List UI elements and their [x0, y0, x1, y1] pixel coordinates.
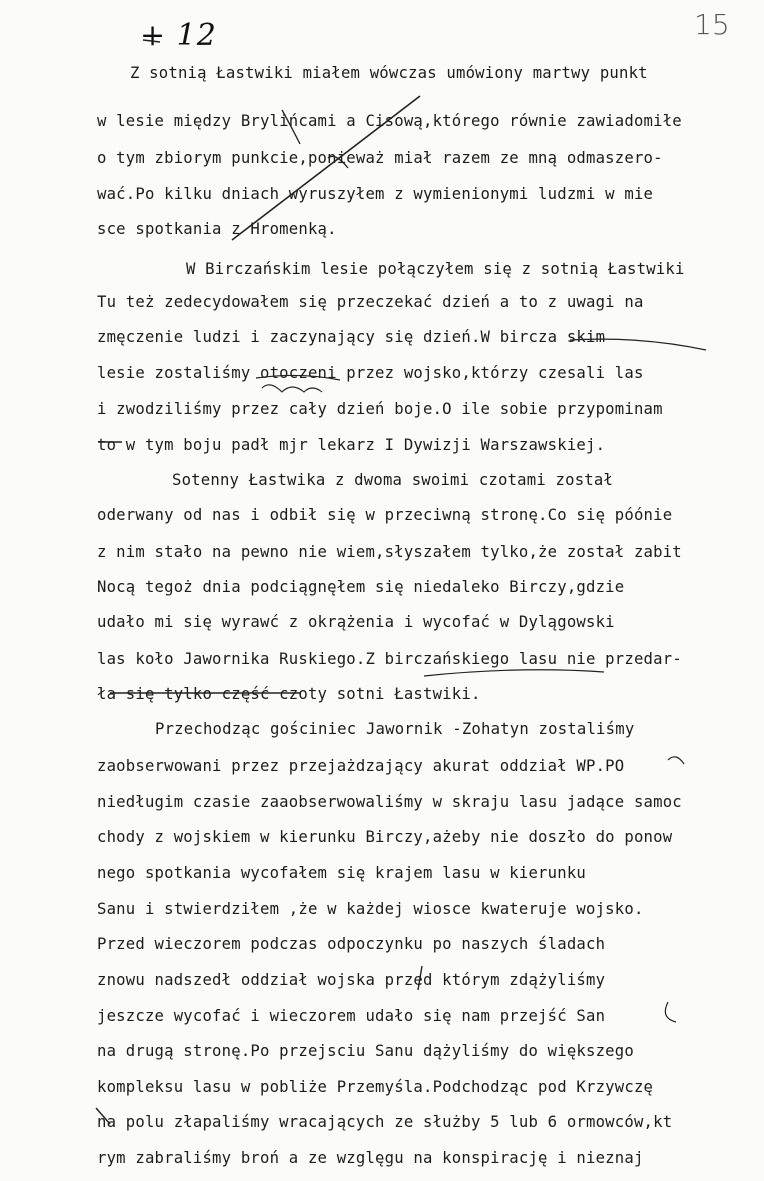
text-line: w lesie między Brylińcami a Cisową,którego równie zawiadomiłe — [97, 112, 682, 130]
text-line: udało mi się wyrawć z okrążenia i wycofać w Dylągowski — [97, 613, 615, 631]
text-line: sce spotkania z Hromenką. — [97, 220, 337, 238]
text-line: Nocą tegoż dnia podciągnęłem się niedaleko Birczy,gdzie — [97, 578, 625, 596]
text-line: W Birczańskim lesie połączyłem się z sotnią Łastwiki — [186, 260, 685, 278]
page-number-handwritten: + 12 — [140, 18, 217, 53]
text-line: chody z wojskiem w kierunku Birczy,ażeby nie doszło do ponow — [97, 828, 673, 846]
text-line: zmęczenie ludzi i zaczynający się dzień.W bircza skim — [97, 328, 606, 346]
text-line: Tu też zedecydowałem się przeczekać dzień a to z uwagi na — [97, 293, 644, 311]
text-line: nego spotkania wycofałem się krajem lasu w kierunku — [97, 864, 586, 882]
pen-mark — [665, 1002, 676, 1022]
text-line: o tym zbiorym punkcie,ponieważ miał razem ze mną odmaszero- — [97, 149, 663, 167]
text-line: Sanu i stwierdziłem ,że w każdej wiosce kwateruje wojsko. — [97, 900, 644, 918]
text-line: Przed wieczorem podczas odpoczynku po naszych śladach — [97, 935, 606, 953]
text-line: niedługim czasie zaaobserwowaliśmy w skraju lasu jadące samoc — [97, 793, 682, 811]
text-line: to w tym boju padł mjr lekarz I Dywizji Warszawskiej. — [97, 436, 606, 454]
text-line: ła się tylko część czoty sotni Łastwiki. — [97, 685, 481, 703]
page-number-stamp: 15 — [694, 8, 730, 41]
text-line: i zwodziliśmy przez cały dzień boje.O ile sobie przypominam — [97, 400, 663, 418]
text-line: z nim stało na pewno nie wiem,słyszałem tylko,że został zabit — [97, 543, 682, 561]
text-line: na drugą stronę.Po przejsciu Sanu dążyliśmy do większego — [97, 1042, 634, 1060]
text-line: zaobserwowani przez przejażdzający akurat oddział WP.PO — [97, 757, 625, 775]
text-line: las koło Jawornika Ruskiego.Z birczańskiego lasu nie przedar- — [97, 650, 682, 668]
pen-mark — [668, 757, 684, 764]
text-line: wać.Po kilku dniach wyruszyłem z wymienionymi ludzmi w mie — [97, 185, 654, 203]
pen-mark — [262, 385, 322, 392]
pen-mark — [424, 670, 604, 676]
text-line: Przechodząc gościniec Jawornik -Zohatyn zostaliśmy — [155, 720, 635, 738]
text-line: Z sotnią Łastwiki miałem wówczas umówiony martwy punkt — [130, 64, 648, 82]
text-line: lesie zostaliśmy otoczeni przez wojsko,którzy czesali las — [97, 364, 644, 382]
text-line: rym zabraliśmy broń a ze wzglęgu na konspirację i nieznaj — [97, 1149, 644, 1167]
text-line: Sotenny Łastwika z dwoma swoimi czotami został — [172, 471, 614, 489]
text-line: oderwany od nas i odbił się w przeciwną stronę.Co się póónie — [97, 506, 673, 524]
text-line: znowu nadszedł oddział wojska przed którym zdążyliśmy — [97, 971, 606, 989]
text-line: na polu złapaliśmy wracających ze służby 5 lub 6 ormowców,kt — [97, 1113, 673, 1131]
text-line: kompleksu lasu w pobliże Przemyśla.Podchodząc pod Krzywczę — [97, 1078, 654, 1096]
text-line: jeszcze wycofać i wieczorem udało się nam przejść San — [97, 1007, 606, 1025]
